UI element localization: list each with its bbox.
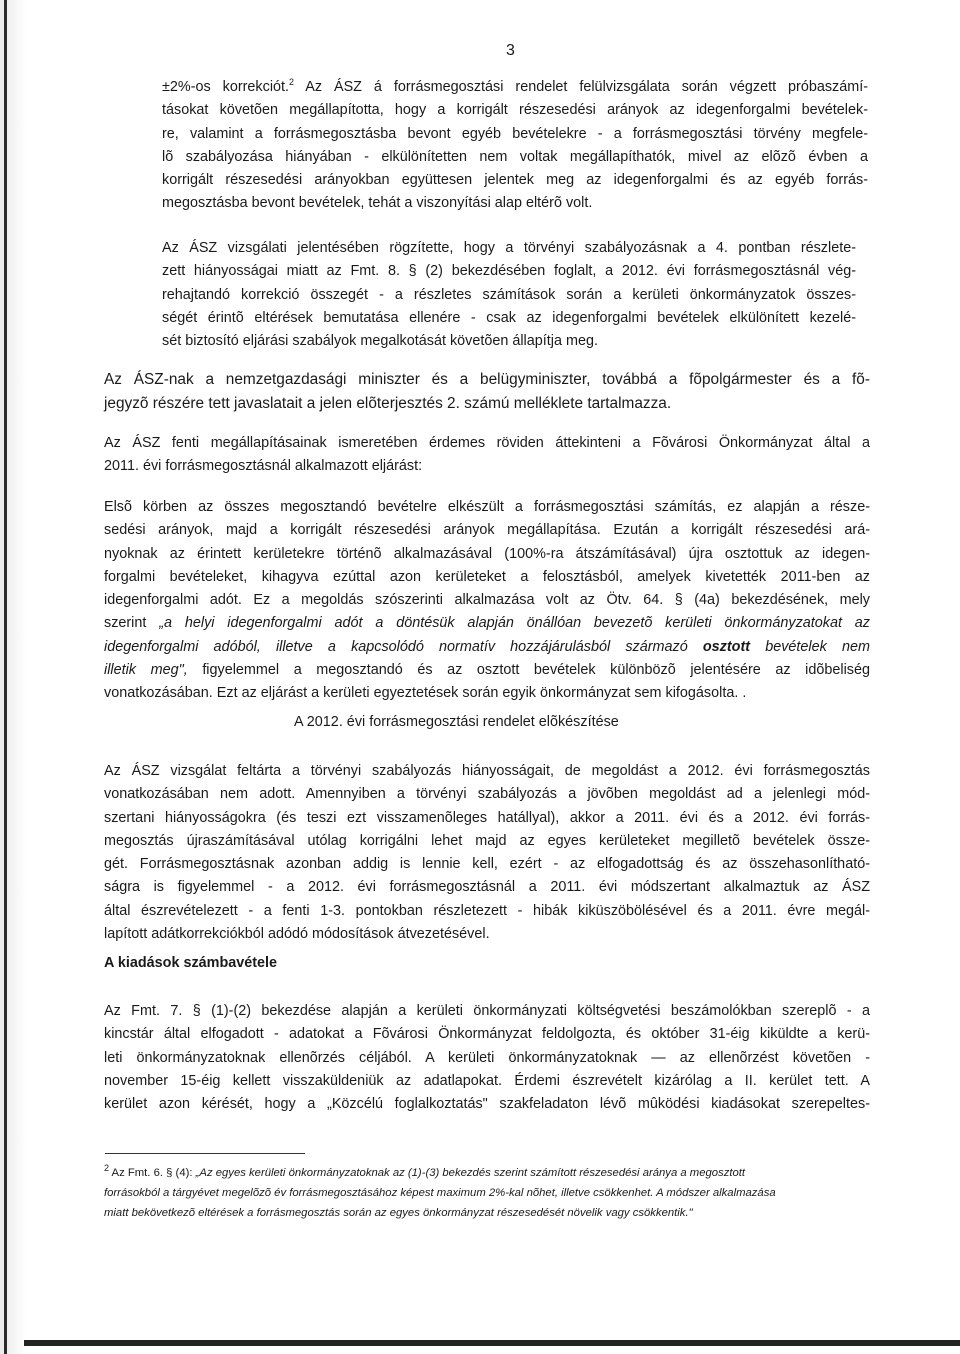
paragraph-line: szertani hiányosságokra (és teszi ezt visszamenõleges hatállyal), akkor a 2011. évi és a 2012. évi forrás- bbox=[104, 809, 870, 826]
paragraph-line: nyoknak az érintett kerületekre történõ alkalmazásával (100%-ra átszámításával) újra osztottuk az idegen- bbox=[104, 545, 870, 562]
paragraph-line: idegenforgalmi adót. Ez a megoldás szószerinti alkalmazása volt az Ötv. 64. § (4a) bekezdésének, mely bbox=[104, 592, 870, 609]
paragraph-line: 2011. évi forrásmegosztásnál alkalmazott eljárást: bbox=[104, 458, 423, 475]
footnote-quote: „Az egyes kerületi önkormányzatoknak az (1)-(3) bekezdés szerint számított részesedési aránya a megosztott bbox=[195, 1167, 746, 1179]
paragraph-2012-method bbox=[104, 760, 870, 946]
footnote-reference: 2 bbox=[289, 77, 295, 88]
quote-run: idegenforgalmi adóból, illetve a kapcsolódó normatív hozzájárulásból származó bbox=[104, 638, 688, 655]
footnote bbox=[104, 1163, 856, 1223]
paragraph-line: leti önkormányzatoknak ellenõrzés céljából. A kerületi önkormányzatoknak — az ellenõrzést követõen - bbox=[104, 1049, 870, 1066]
quote-run: bevételek nem bbox=[765, 638, 870, 655]
paragraph-proposals bbox=[104, 368, 870, 416]
paragraph-line: által észrevételezett - a fenti 1-3. pontokban részletezett - hibák kiküszöbölésével és a 2011. évre megál- bbox=[104, 902, 870, 919]
section-heading-2012-preparation: A 2012. évi forrásmegosztási rendelet elõkészítése bbox=[294, 714, 619, 730]
quote-run: „a helyi idegenforgalmi adót a döntésük alapján önállóan bevezetõ kerületi önkormányzatokat az bbox=[159, 615, 871, 632]
paragraph-line: lapított adátkorrekciókból adódó módosítások átvezetésével. bbox=[104, 926, 490, 943]
emphasis-run: osztott bbox=[702, 638, 751, 655]
paragraph-line: Az Fmt. 7. § (1)-(2) bekezdése alapján a kerületi önkormányzati költségvetési beszámolókban szereplõ - a bbox=[104, 1003, 870, 1019]
text-run: Az ÁSZ á forrásmegosztási rendelet felülvizsgálata során végzett próbaszámí- bbox=[305, 79, 868, 95]
quote-run: illetik meg", bbox=[104, 662, 188, 679]
paragraph-line: korrigált részesedési arányokban együttesen jelentek meg az idegenforgalmi és az egyéb forrás- bbox=[162, 172, 868, 189]
paragraph-line: ságra is figyelemmel - a 2012. évi forrásmegosztásnál a 2011. évi módszertant alkalmaztuk az ÁSZ bbox=[104, 879, 870, 896]
paragraph-line: Az ÁSZ fenti megállapításainak ismeretében érdemes röviden áttekinteni a Fõvárosi Önkormányzat által a bbox=[104, 435, 870, 451]
paragraph-line: re, valamint a forrásmegosztásba bevont egyéb bevételekre - a forrásmegosztási törvény megfele- bbox=[162, 125, 868, 142]
paragraph-2011-procedure bbox=[104, 496, 870, 706]
paragraph-line: gét. Forrásmegosztásnak azonban addig is lennie kell, ezért - az elfogadottság és az összehasonlítható- bbox=[104, 856, 870, 873]
paragraph-ash-correction bbox=[162, 76, 868, 216]
paragraph-line: sedési arányok, majd a korrigált részesedési arányok megállapítása. Ezután a korrigált részesedési ará- bbox=[104, 522, 870, 539]
paragraph-line: vonatkozásában. Ezt az eljárást a kerületi egyeztetések során egyik önkormányzat sem kifogásolta. . bbox=[104, 685, 747, 702]
paragraph-line: vonatkozásában nem adott. Amennyiben a törvényi szabályozás a jövõben megoldást ad a jelenlegi mód- bbox=[104, 786, 870, 803]
footnote-line: forrásokból a tárgyévet megelõzõ év forrásmegosztásához képest maximum 2%-kal nõhet, illetve csökkenhet. A módszer alkalmazása bbox=[104, 1187, 776, 1199]
paragraph-line: tásokat követõen megállapította, hogy a korrigált részesedési arányok az idegenforgalmi bevételek- bbox=[162, 102, 868, 119]
scan-bottom-edge bbox=[24, 1340, 960, 1346]
footnote-line bbox=[104, 1163, 856, 1183]
paragraph-line bbox=[104, 659, 870, 682]
paragraph-line: jegyzõ részére tett javaslatait a jelen elõterjesztés 2. számú melléklete tartalmazza. bbox=[104, 395, 672, 412]
paragraph-line bbox=[104, 612, 870, 635]
paragraph-line: kincstár által elfogadott - adatokat a Fõvárosi Önkormányzat feldolgozta, és október 31-éig kiküldte a kerü- bbox=[104, 1026, 870, 1043]
paragraph-ash-findings bbox=[162, 237, 856, 353]
paragraph-expenditure-data bbox=[104, 1000, 870, 1116]
paragraph-line: forgalmi bevételeket, kihagyva ezúttal azon kerületeket a felosztásból, amelyek kivetették 2011-ben az bbox=[104, 568, 870, 585]
paragraph-line: ségét érintõ eltérések bemutatása ellenére - csak az idegenforgalmi bevételek elkülönített kezelé- bbox=[162, 309, 856, 326]
paragraph-line: lõ szabályozása hiányában - elkülönítetten nem voltak megállapíthatók, mivel az elõzõ évben a bbox=[162, 148, 868, 165]
scan-edge-line bbox=[4, 0, 7, 1354]
paragraph-line: Az ÁSZ-nak a nemzetgazdasági miniszter és a belügyminiszter, továbbá a fõpolgármester és a fõ- bbox=[104, 371, 870, 388]
paragraph-line: megosztásba bevont bevételek, tehát a viszonyítási alap eltérõ volt. bbox=[162, 195, 593, 212]
paragraph-line: kerület azon kérését, hogy a „Közcélú foglalkoztatás" szakfeladaton lévõ mûködési kiadásokat szerepeltes- bbox=[104, 1096, 870, 1113]
text-run: szerint bbox=[104, 615, 147, 632]
footnote-line: miatt bekövetkezõ eltérések a forrásmegosztás során az egyes önkormányzat részesedését növelik vagy csökkentik." bbox=[104, 1207, 693, 1219]
text-run: ±2%-os korrekciót. bbox=[162, 79, 290, 95]
paragraph-line: Az ÁSZ vizsgálat feltárta a törvényi szabályozás hiányosságait, de megoldást a 2012. évi forrásmegosztás bbox=[104, 763, 870, 779]
footnote-separator bbox=[105, 1153, 305, 1154]
text-run: figyelemmel a megosztandó és az osztott bevételek különbözõ jelentésére az idõbeliség bbox=[202, 662, 870, 679]
paragraph-overview-intro bbox=[104, 432, 870, 479]
paragraph-line: sét biztosító eljárási szabályok megalkotását követõen állapítja meg. bbox=[162, 333, 598, 350]
paragraph-line: november 15-éig kellett visszaküldeniük az adatlapokat. Érdemi észrevételt kizárólag a II. kerület tett. A bbox=[104, 1072, 870, 1089]
paragraph-line: megosztás újraszámításával utólag korrigálni lehet majd az egyes kerületeket megilletõ bevételek össze- bbox=[104, 832, 870, 849]
paragraph-line bbox=[104, 636, 870, 659]
footnote-lead: Az Fmt. 6. § (4): bbox=[111, 1167, 193, 1179]
paragraph-line: zett hiányosságai miatt az Fmt. 8. § (2) bekezdésében foglalt, a 2012. évi forrásmegosztásnál vég- bbox=[162, 263, 856, 280]
footnote-marker: 2 bbox=[104, 1163, 110, 1174]
section-heading-expenditures: A kiadások számbavétele bbox=[104, 955, 278, 971]
paragraph-line: rehajtandó korrekció összegét - a részletes számítások során a kerületi önkormányzatok összes- bbox=[162, 286, 856, 303]
page-number: 3 bbox=[506, 42, 515, 59]
paragraph-line: Az ÁSZ vizsgálati jelentésében rögzítette, hogy a törvényi szabályozásnak a 4. pontban részlete- bbox=[162, 240, 856, 256]
paragraph-line bbox=[162, 76, 868, 99]
paragraph-line: Elsõ körben az összes megosztandó bevételre elkészült a forrásmegosztási számítás, ez alapján a része- bbox=[104, 499, 870, 515]
